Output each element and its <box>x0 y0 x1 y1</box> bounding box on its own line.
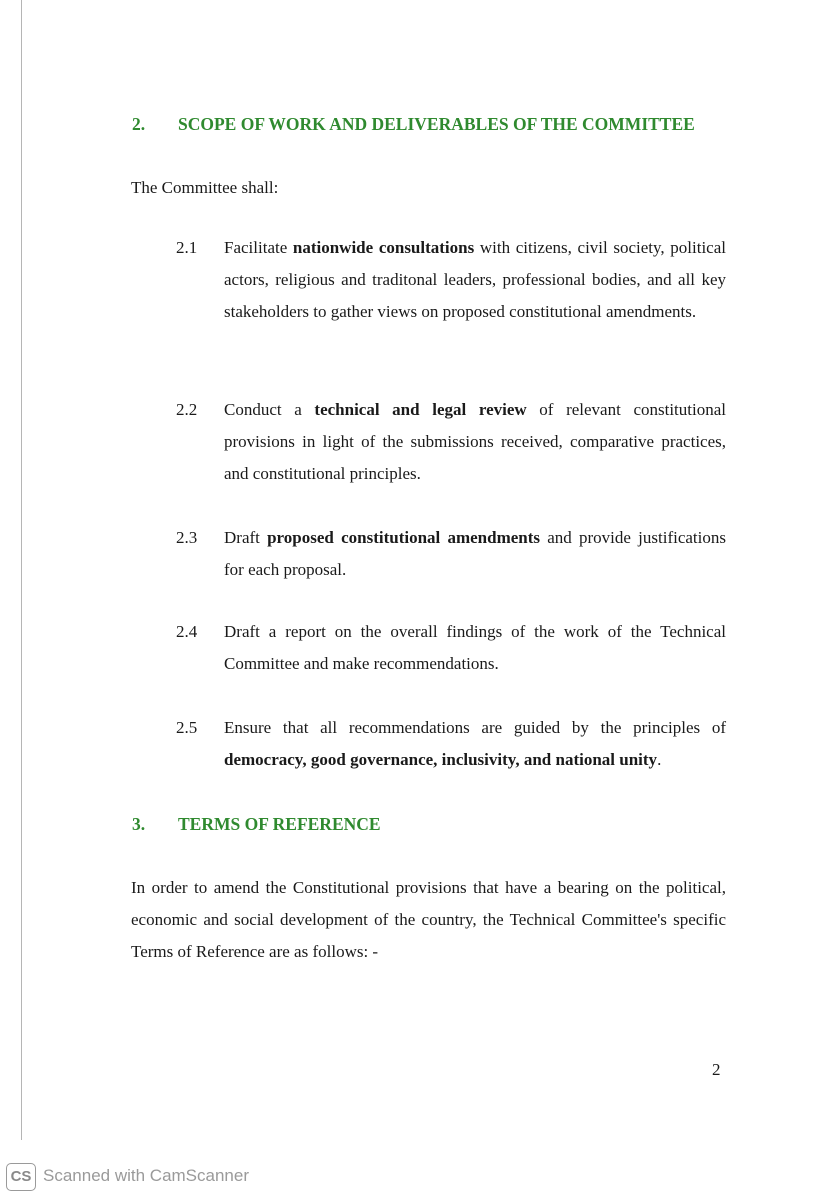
item-text-pre: Ensure that all recommendations are guided by the principles of <box>224 718 726 737</box>
item-text <box>224 394 726 490</box>
section-2-number: 2. <box>132 114 146 134</box>
item-text <box>224 712 726 776</box>
item-text <box>224 232 726 328</box>
item-text-post: and provide justifications for each proposal. <box>224 528 726 579</box>
item-text-bold: proposed constitutional amendments <box>267 528 541 547</box>
item-text-bold: democracy, good governance, inclusivity, and national unity <box>224 750 658 769</box>
section-2-intro: The Committee shall: <box>131 178 279 197</box>
item-text-post: of relevant constitutional provisions in light of the submissions received, comparative practices, and constitutional principles. <box>224 400 726 483</box>
item-text-pre: Draft a report on the overall findings of the work of the Technical Committee and make recommendations. <box>224 622 726 673</box>
item-text <box>224 616 726 680</box>
section-3-heading <box>132 814 381 835</box>
page-number: 2 <box>712 1060 721 1079</box>
section-2-heading <box>132 114 695 135</box>
item-text-post: . <box>657 750 662 769</box>
item-number: 2.3 <box>176 528 198 547</box>
item-text-pre: Conduct a <box>224 400 315 419</box>
item-text-bold: nationwide consultations <box>292 238 475 257</box>
camscanner-watermark: Scanned with CamScanner <box>43 1166 250 1185</box>
item-text-bold: technical and legal review <box>314 400 527 419</box>
item-number: 2.1 <box>176 238 198 257</box>
camscanner-logo-icon: CS <box>6 1163 36 1191</box>
item-text <box>224 522 726 586</box>
section-2-title: SCOPE OF WORK AND DELIVERABLES OF THE COMMITTEE <box>178 114 695 134</box>
item-text-post: with citizens, civil society, political actors, religious and traditonal leaders, professional bodies, and all key stakeholders to gather views on proposed constitutional amendments. <box>224 238 726 321</box>
item-number: 2.2 <box>176 400 198 419</box>
item-text-pre: Facilitate <box>224 238 293 257</box>
section-3-title: TERMS OF REFERENCE <box>178 814 381 834</box>
section-3-paragraph: In order to amend the Constitutional provisions that have a bearing on the political, economic and social development of the country, the Technical Committee's specific Terms of Reference are as follows: - <box>131 878 726 961</box>
item-number: 2.5 <box>176 718 198 737</box>
item-number: 2.4 <box>176 622 198 641</box>
item-text-pre: Draft <box>224 528 268 547</box>
left-margin-rule <box>21 0 22 1140</box>
section-3-number: 3. <box>132 814 146 834</box>
